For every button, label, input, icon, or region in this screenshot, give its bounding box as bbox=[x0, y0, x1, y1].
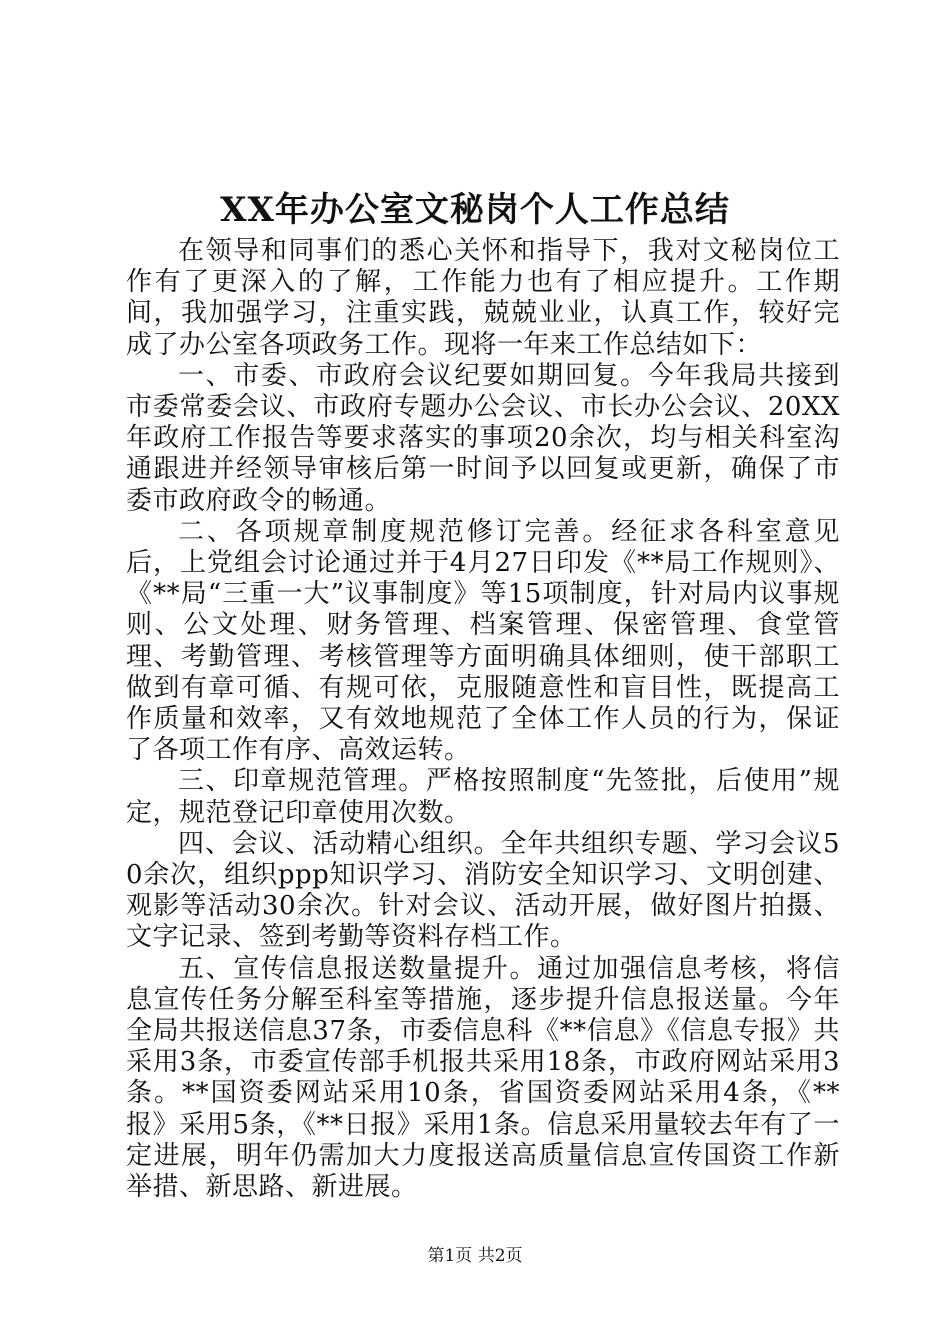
section-3-paragraph: 三、印章规范管理。严格按照制度“先签批，后使用”规定，规范登记印章使用次数。 bbox=[126, 766, 840, 828]
section-4-paragraph: 四、会议、活动精心组织。全年共组织专题、学习会议50余次，组织ppp知识学习、消防安全知识学习、文明创建、观影等活动30余次。针对会议、活动开展，做好图片拍摄、文字记录、签到考勤等资料存档工作。 bbox=[126, 828, 840, 953]
section-1-paragraph: 一、市委、市政府会议纪要如期回复。今年我局共接到市委常委会议、市政府专题办公会议、市长办公会议、20XX年政府工作报告等要求落实的事项20余次，均与相关科室沟通跟进并经领导审核后第一时间予以回复或更新，确保了市委市政府政令的畅通。 bbox=[126, 360, 840, 516]
section-2-paragraph: 二、各项规章制度规范修订完善。经征求各科室意见后，上党组会讨论通过并于4月27日印发《**局工作规则》、《**局“三重一大”议事制度》等15项制度，针对局内议事规则、公文处理、财务管理、档案管理、保密管理、食堂管理、考勤管理、考核管理等方面明确具体细则，使干部职工做到有章可循、有规可依，克服随意性和盲目性，既提高工作质量和效率，又有效地规范了全体工作人员的行为，保证了各项工作有序、高效运转。 bbox=[126, 516, 840, 766]
document-title: XX年办公室文秘岗个人工作总结 bbox=[220, 190, 730, 230]
document-body bbox=[126, 236, 840, 1203]
intro-paragraph: 在领导和同事们的悉心关怀和指导下，我对文秘岗位工作有了更深入的了解，工作能力也有了相应提升。工作期间，我加强学习，注重实践，兢兢业业，认真工作，较好完成了办公室各项政务工作。现将一年来工作总结如下： bbox=[126, 236, 840, 360]
page-number-footer: 第1页 共2页 bbox=[427, 1246, 523, 1266]
section-5-paragraph: 五、宣传信息报送数量提升。通过加强信息考核，将信息宣传任务分解至科室等措施，逐步提升信息报送量。今年全局共报送信息37条，市委信息科《**信息》《信息专报》共采用3条，市委宣传部手机报共采用18条，市政府网站采用3条。**国资委网站采用10条，省国资委网站采用4条，《**报》采用5条，《**日报》采用1条。信息采用量较去年有了一定进展，明年仍需加大力度报送高质量信息宣传国资工作新举措、新思路、新进展。 bbox=[126, 953, 840, 1203]
